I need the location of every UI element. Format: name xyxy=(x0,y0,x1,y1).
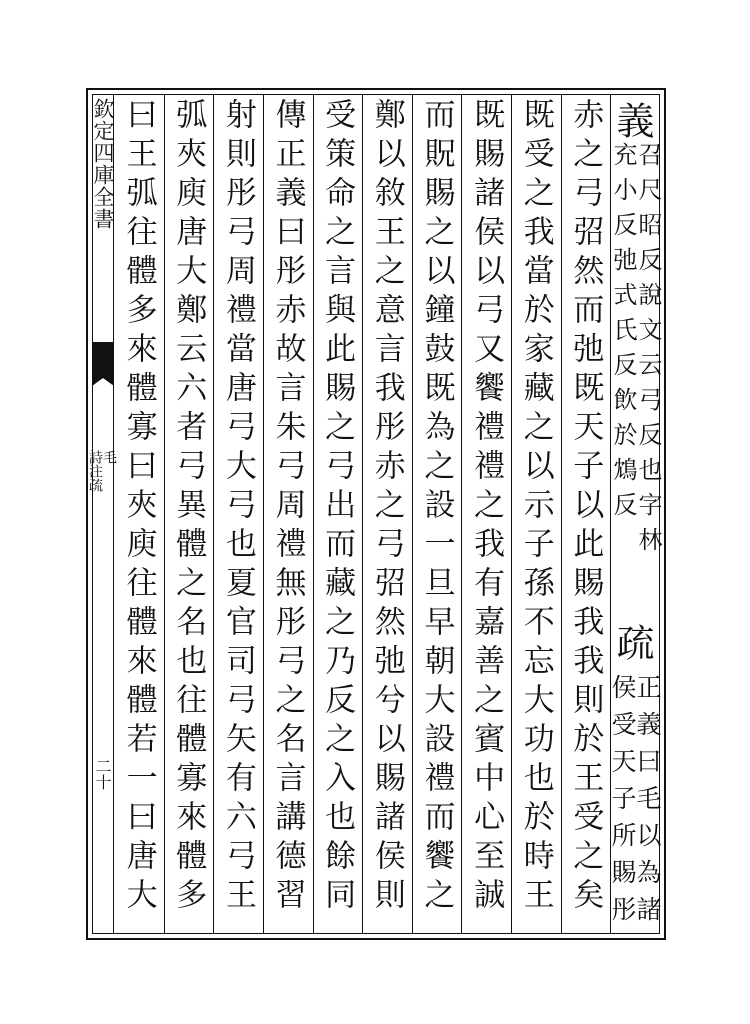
column-text: 弧夾庾唐大鄭云六者弓異體之名也往體寡來體多 xyxy=(170,98,207,917)
column-text: 赤之弓弨然而弛既天子以此賜我我則於王受之矣 xyxy=(567,98,604,917)
commentary-lines xyxy=(611,142,660,662)
column-text: 而貺賜之以鐘鼓既為之設一旦早朝大設禮而饗之 xyxy=(418,98,455,917)
column-text: 曰王弧往體多來體寡曰夾庾往體來體若一曰唐大 xyxy=(120,98,157,917)
text-column-7 xyxy=(313,94,363,934)
column-text: 既賜諸侯以弓又饗禮禮之我有嘉善之賓中心至誠 xyxy=(468,98,505,917)
column-text: 傳正義曰彤赤故言朱弓周禮無彤弓之名言講德習 xyxy=(269,98,306,917)
column-text: 既受之我當於家藏之以示子孫不忘大功也於時王 xyxy=(517,98,554,917)
heading-shu: 疏 xyxy=(610,623,654,661)
commentary-line-b: 充小反弛式氏反飲於鴆反 xyxy=(609,142,637,527)
column-text: 射則彤弓周禮當唐弓大弓也夏官司弓矢有六弓王 xyxy=(219,98,256,917)
subcommentary-lines xyxy=(608,674,662,994)
column-text: 受策命之言與此賜之弓出而藏之乃反之入也餘同 xyxy=(319,98,356,917)
column-text: 鄭以敘王之意言我彤赤之弓弨然弛兮以賜諸侯則 xyxy=(368,98,405,917)
subcommentary-block xyxy=(608,614,662,934)
leaf-number: 二十 xyxy=(93,758,112,790)
margin-strip xyxy=(87,94,117,934)
text-column-2 xyxy=(561,94,611,934)
book-title-part-2: 詩注疏 xyxy=(87,450,103,492)
text-column-6 xyxy=(362,94,412,934)
commentary-block xyxy=(611,94,660,654)
series-title: 欽定四庫全書 xyxy=(91,98,115,230)
text-column-3 xyxy=(511,94,561,934)
text-column-1 xyxy=(610,94,660,934)
text-columns xyxy=(114,94,660,934)
page-frame xyxy=(86,88,666,940)
text-column-4 xyxy=(461,94,511,934)
text-column-5 xyxy=(412,94,462,934)
subcommentary-line-a: 正義曰毛以為諸 xyxy=(633,674,662,933)
text-column-10 xyxy=(164,94,214,934)
book-title-part-1: 毛 xyxy=(101,450,117,464)
text-column-9 xyxy=(213,94,263,934)
fish-tail-mark xyxy=(92,342,114,378)
text-column-11 xyxy=(114,94,164,934)
commentary-line-a: 召尺昭反說文云弓反也字林 xyxy=(634,142,662,562)
subcommentary-line-b: 侯受天子所賜彤 xyxy=(608,674,637,933)
heading-yi: 義 xyxy=(610,101,654,139)
book-title xyxy=(87,450,117,492)
text-column-8 xyxy=(263,94,313,934)
